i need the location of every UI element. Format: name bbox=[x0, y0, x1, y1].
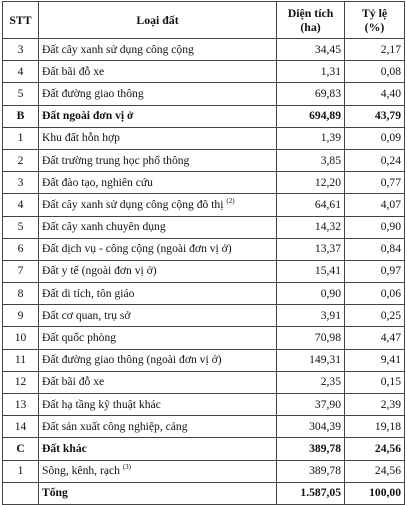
header-area bbox=[277, 2, 345, 39]
row-area: 694,89 bbox=[277, 105, 345, 127]
row-land-type bbox=[39, 371, 277, 393]
row-land-type-label: Đất cây xanh sử dụng công cộng bbox=[42, 42, 194, 56]
row-percent: 4,47 bbox=[345, 327, 405, 349]
table-row bbox=[3, 61, 405, 83]
row-land-type-label: Đất dịch vụ - công cộng (ngoài đơn vị ở) bbox=[42, 242, 232, 256]
row-land-type bbox=[39, 238, 277, 260]
row-land-type bbox=[39, 105, 277, 127]
row-land-type-label: Đất đào tạo, nghiên cứu bbox=[42, 175, 153, 189]
table-row bbox=[3, 105, 405, 127]
row-percent: 2,17 bbox=[345, 39, 405, 61]
row-land-type-label: Đất di tích, tôn giáo bbox=[42, 286, 135, 300]
header-percent-unit: (%) bbox=[364, 20, 385, 34]
header-area-unit: (ha) bbox=[300, 20, 321, 34]
row-land-type bbox=[39, 83, 277, 105]
row-land-type-label: Tổng bbox=[42, 486, 68, 500]
row-stt: C bbox=[3, 438, 39, 460]
row-land-type-label: Đất quốc phòng bbox=[42, 331, 117, 345]
row-land-type bbox=[39, 172, 277, 194]
table-row bbox=[3, 238, 405, 260]
row-land-type-label: Đất ngoài đơn vị ở bbox=[42, 109, 134, 123]
header-land-type: Loại đất bbox=[39, 2, 277, 39]
table-row bbox=[3, 127, 405, 149]
row-percent: 0,84 bbox=[345, 238, 405, 260]
row-area: 0,90 bbox=[277, 283, 345, 305]
row-percent: 0,09 bbox=[345, 127, 405, 149]
row-land-type-label: Đất hạ tầng kỹ thuật khác bbox=[42, 397, 161, 411]
row-land-type bbox=[39, 416, 277, 438]
row-area: 304,39 bbox=[277, 416, 345, 438]
row-percent: 2,39 bbox=[345, 394, 405, 416]
table-row bbox=[3, 83, 405, 105]
table-row bbox=[3, 194, 405, 216]
row-area: 34,45 bbox=[277, 39, 345, 61]
row-percent: 43,79 bbox=[345, 105, 405, 127]
table-row bbox=[3, 460, 405, 482]
row-land-type bbox=[39, 216, 277, 238]
row-area: 69,83 bbox=[277, 83, 345, 105]
row-area: 2,35 bbox=[277, 371, 345, 393]
row-percent: 0,24 bbox=[345, 149, 405, 171]
row-stt: 1 bbox=[3, 460, 39, 482]
table-row bbox=[3, 172, 405, 194]
row-area: 1.587,05 bbox=[277, 482, 345, 504]
row-stt: 13 bbox=[3, 394, 39, 416]
row-area: 1,31 bbox=[277, 61, 345, 83]
row-land-type-label: Đất bãi đỗ xe bbox=[42, 375, 105, 389]
row-stt: 3 bbox=[3, 39, 39, 61]
land-use-table bbox=[2, 1, 405, 505]
row-land-type bbox=[39, 149, 277, 171]
row-land-type-label: Sông, kênh, rạch bbox=[42, 464, 120, 478]
row-stt: 4 bbox=[3, 61, 39, 83]
row-stt: 7 bbox=[3, 260, 39, 282]
header-area-label: Diện tích bbox=[287, 6, 334, 20]
row-land-type-label: Đất cây xanh chuyên dụng bbox=[42, 220, 166, 234]
table-row bbox=[3, 260, 405, 282]
row-area: 12,20 bbox=[277, 172, 345, 194]
table-header-row bbox=[3, 2, 405, 39]
table-row bbox=[3, 39, 405, 61]
row-area: 14,32 bbox=[277, 216, 345, 238]
header-percent bbox=[345, 2, 405, 39]
row-area: 13,37 bbox=[277, 238, 345, 260]
row-percent: 0,77 bbox=[345, 172, 405, 194]
row-stt: 5 bbox=[3, 83, 39, 105]
row-land-type bbox=[39, 61, 277, 83]
row-percent: 19,18 bbox=[345, 416, 405, 438]
row-stt: 4 bbox=[3, 194, 39, 216]
row-area: 37,90 bbox=[277, 394, 345, 416]
row-land-type bbox=[39, 349, 277, 371]
row-stt: 1 bbox=[3, 127, 39, 149]
row-stt: 2 bbox=[3, 149, 39, 171]
header-percent-label: Tỷ lệ bbox=[361, 6, 388, 20]
row-stt: 6 bbox=[3, 238, 39, 260]
row-area: 1,39 bbox=[277, 127, 345, 149]
row-area: 15,41 bbox=[277, 260, 345, 282]
row-land-type bbox=[39, 194, 277, 216]
row-stt: 10 bbox=[3, 327, 39, 349]
row-percent: 100,00 bbox=[345, 482, 405, 504]
row-land-type-label: Đất trường trung học phổ thông bbox=[42, 153, 190, 167]
row-stt: 5 bbox=[3, 216, 39, 238]
table-row bbox=[3, 482, 405, 504]
row-land-type-label: Đất sản xuất công nghiệp, cảng bbox=[42, 419, 188, 433]
table-row bbox=[3, 283, 405, 305]
row-percent: 0,25 bbox=[345, 305, 405, 327]
row-percent: 0,90 bbox=[345, 216, 405, 238]
row-area: 64,61 bbox=[277, 194, 345, 216]
row-stt: 9 bbox=[3, 305, 39, 327]
row-percent: 0,06 bbox=[345, 283, 405, 305]
table-row bbox=[3, 149, 405, 171]
row-percent: 24,56 bbox=[345, 438, 405, 460]
row-percent: 0,08 bbox=[345, 61, 405, 83]
row-land-type bbox=[39, 283, 277, 305]
row-percent: 0,97 bbox=[345, 260, 405, 282]
row-area: 3,91 bbox=[277, 305, 345, 327]
footnote-marker: (3) bbox=[122, 463, 131, 472]
footnote-marker: (2) bbox=[226, 197, 235, 206]
table-row bbox=[3, 327, 405, 349]
table-row bbox=[3, 371, 405, 393]
row-area: 70,98 bbox=[277, 327, 345, 349]
row-land-type bbox=[39, 327, 277, 349]
row-land-type-label: Đất y tế (ngoài đơn vị ở) bbox=[42, 264, 157, 278]
row-land-type bbox=[39, 438, 277, 460]
row-percent: 24,56 bbox=[345, 460, 405, 482]
row-percent: 4,40 bbox=[345, 83, 405, 105]
row-land-type bbox=[39, 127, 277, 149]
row-land-type-label: Đất cơ quan, trụ sở bbox=[42, 308, 131, 322]
row-percent: 9,41 bbox=[345, 349, 405, 371]
row-percent: 0,15 bbox=[345, 371, 405, 393]
row-stt bbox=[3, 482, 39, 504]
table-row bbox=[3, 216, 405, 238]
table-row bbox=[3, 394, 405, 416]
row-land-type-label: Khu đất hỗn hợp bbox=[42, 131, 120, 145]
header-stt: STT bbox=[3, 2, 39, 39]
row-land-type bbox=[39, 39, 277, 61]
row-stt: 11 bbox=[3, 349, 39, 371]
row-stt: B bbox=[3, 105, 39, 127]
row-percent: 4,07 bbox=[345, 194, 405, 216]
row-stt: 12 bbox=[3, 371, 39, 393]
row-land-type-label: Đất đường giao thông (ngoài đơn vị ở) bbox=[42, 353, 222, 367]
row-land-type bbox=[39, 482, 277, 504]
row-land-type bbox=[39, 305, 277, 327]
row-land-type-label: Đất bãi đỗ xe bbox=[42, 64, 105, 78]
row-land-type bbox=[39, 394, 277, 416]
row-stt: 8 bbox=[3, 283, 39, 305]
row-land-type bbox=[39, 260, 277, 282]
table-row bbox=[3, 305, 405, 327]
row-area: 3,85 bbox=[277, 149, 345, 171]
row-area: 149,31 bbox=[277, 349, 345, 371]
row-area: 389,78 bbox=[277, 438, 345, 460]
row-stt: 3 bbox=[3, 172, 39, 194]
row-land-type bbox=[39, 460, 277, 482]
row-land-type-label: Đất đường giao thông bbox=[42, 86, 144, 100]
row-land-type-label: Đất khác bbox=[42, 441, 87, 455]
table-row bbox=[3, 438, 405, 460]
table-row bbox=[3, 416, 405, 438]
row-land-type-label: Đất cây xanh sử dụng công cộng đô thị bbox=[42, 197, 224, 211]
row-stt: 14 bbox=[3, 416, 39, 438]
table-row bbox=[3, 349, 405, 371]
row-area: 389,78 bbox=[277, 460, 345, 482]
